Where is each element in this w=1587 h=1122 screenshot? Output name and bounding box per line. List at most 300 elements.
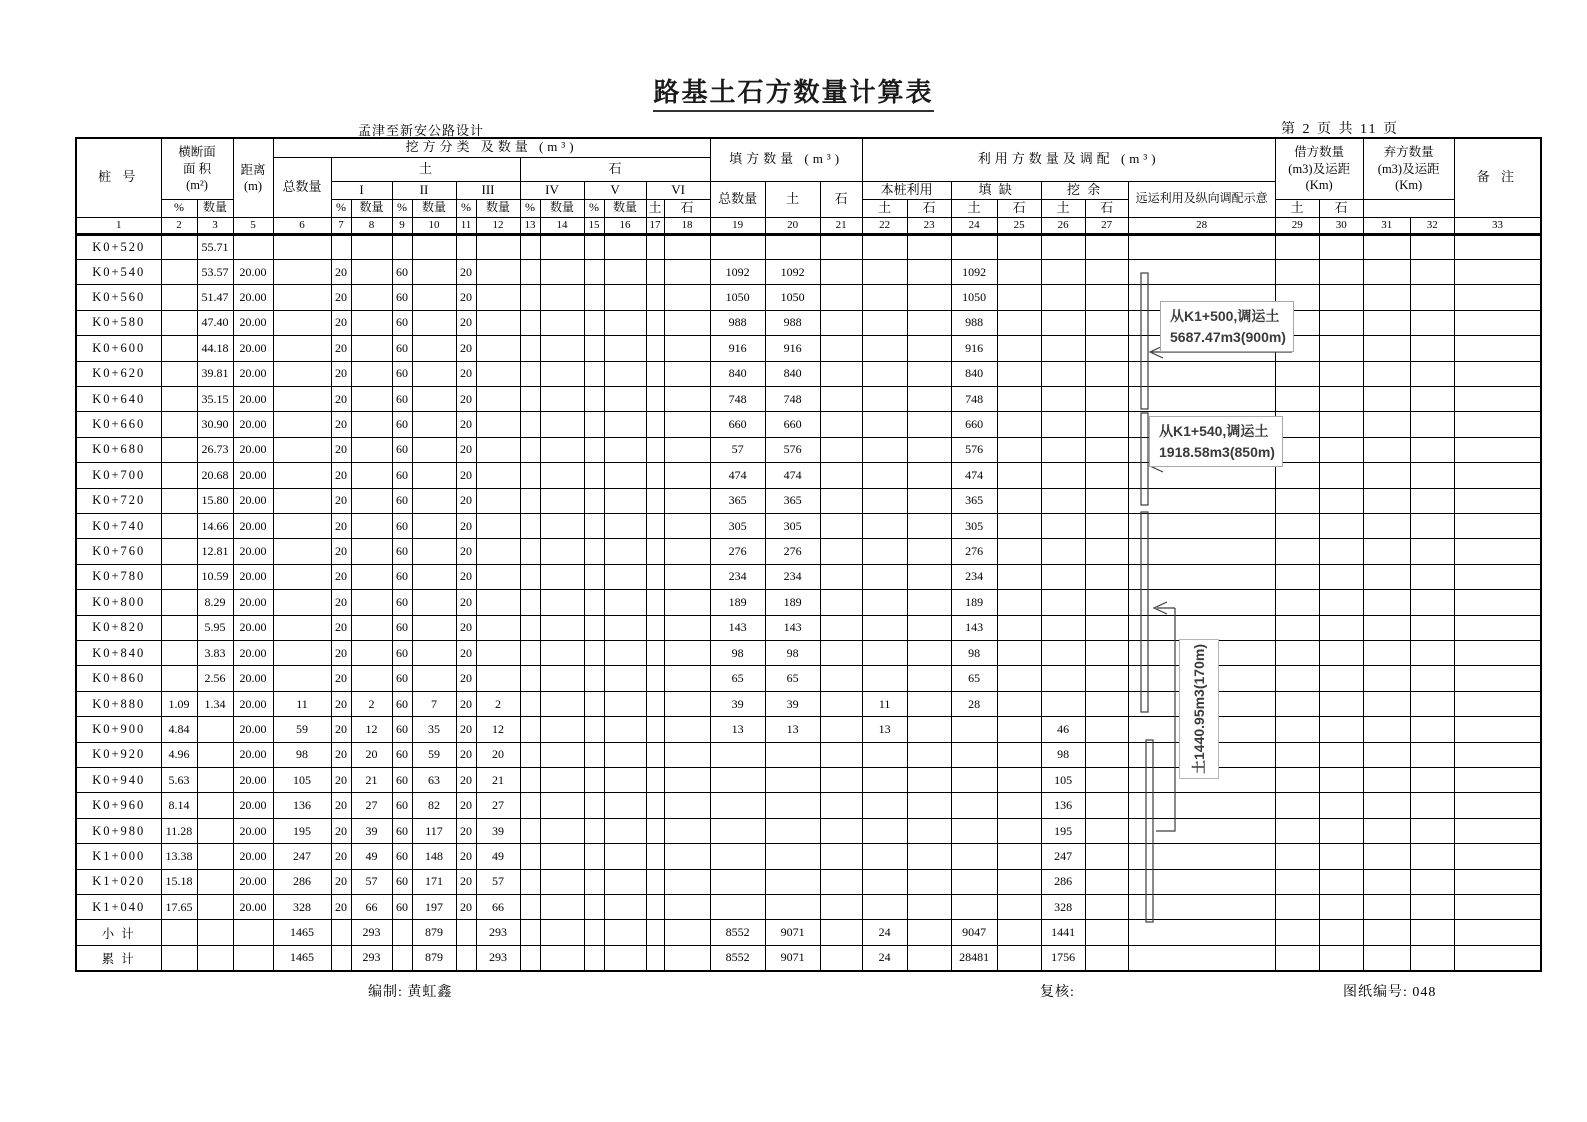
cell-surplus-rock — [1085, 818, 1128, 843]
cell-qty-2: 879 — [412, 920, 456, 945]
haul-note-1: 从K1+500,调运土 5687.47m3(900m) — [1160, 301, 1294, 352]
cell-qty-3: 57 — [476, 869, 520, 894]
cell-fill-soil: 748 — [765, 386, 820, 411]
cell-pct-5 — [584, 437, 604, 462]
cell-pct-3: 20 — [456, 386, 476, 411]
cell-fill-rock — [820, 920, 862, 945]
table-row — [76, 666, 1541, 691]
cell-lack-soil — [951, 234, 997, 259]
cell-qty-2 — [412, 666, 456, 691]
cell-waste-soil — [1363, 717, 1410, 742]
cell-station: K0+960 — [76, 793, 161, 818]
cell-fill-area: 47.40 — [197, 310, 233, 335]
cell-pct-4 — [520, 818, 540, 843]
cell-cut-total — [273, 437, 331, 462]
cell-qty-1 — [351, 361, 392, 386]
cell-use-soil — [862, 285, 907, 310]
cell-fill-total: 143 — [710, 615, 765, 640]
cell-fill-total: 748 — [710, 386, 765, 411]
cell-qty-1 — [351, 412, 392, 437]
cell-pct-2: 60 — [392, 768, 412, 793]
column-number: 3 — [197, 217, 233, 234]
cell-haul — [1128, 386, 1275, 411]
cell-lack-rock — [997, 717, 1041, 742]
cell-pct-5 — [584, 691, 604, 716]
table-row — [76, 386, 1541, 411]
cell-pct-6 — [646, 793, 664, 818]
cell-cut-total — [273, 615, 331, 640]
cell-waste-soil — [1363, 945, 1410, 971]
cell-surplus-rock — [1085, 513, 1128, 538]
cell-qty-1 — [351, 666, 392, 691]
cell-borrow-rock — [1319, 590, 1363, 615]
cell-use-rock — [907, 920, 951, 945]
header-rock-group: 石 — [520, 157, 710, 181]
header-pct: % — [161, 199, 197, 217]
cell-qty-5 — [604, 869, 646, 894]
cell-pct-3: 20 — [456, 463, 476, 488]
cell-fill-rock — [820, 641, 862, 666]
cell-qty-4 — [540, 641, 584, 666]
table-row — [76, 691, 1541, 716]
cell-pct-5 — [584, 463, 604, 488]
cell-remark — [1454, 336, 1541, 361]
table-row — [76, 336, 1541, 361]
cell-waste-rock — [1410, 742, 1454, 767]
cell-fill-total — [710, 869, 765, 894]
cell-use-soil: 24 — [862, 945, 907, 971]
cell-use-soil — [862, 768, 907, 793]
table-row — [76, 564, 1541, 589]
cell-pct-3: 20 — [456, 361, 476, 386]
cell-fill-total: 916 — [710, 336, 765, 361]
cell-use-rock — [907, 285, 951, 310]
cell-qty-6 — [664, 336, 710, 361]
cell-qty-6 — [664, 386, 710, 411]
cell-borrow-rock — [1319, 793, 1363, 818]
table-row — [76, 234, 1541, 259]
cell-fill-rock — [820, 361, 862, 386]
header-pct: % — [331, 199, 351, 217]
cell-surplus-soil — [1041, 259, 1085, 284]
cell-station: K0+800 — [76, 590, 161, 615]
cell-pct-3: 20 — [456, 539, 476, 564]
cell-lack-rock — [997, 895, 1041, 920]
cell-station: K0+660 — [76, 412, 161, 437]
cell-station: 小 计 — [76, 920, 161, 945]
cell-qty-2 — [412, 437, 456, 462]
cell-qty-4 — [540, 793, 584, 818]
cell-qty-4 — [540, 361, 584, 386]
cell-use-soil — [862, 818, 907, 843]
table-row — [76, 513, 1541, 538]
cell-pct-3: 20 — [456, 691, 476, 716]
cell-surplus-soil — [1041, 564, 1085, 589]
cell-cut-total — [273, 513, 331, 538]
cell-remark — [1454, 920, 1541, 945]
cell-lack-rock — [997, 488, 1041, 513]
cell-qty-1: 293 — [351, 945, 392, 971]
cell-borrow-rock — [1319, 666, 1363, 691]
cell-fill-area — [197, 793, 233, 818]
cell-fill-area: 8.29 — [197, 590, 233, 615]
cell-borrow-soil — [1275, 259, 1319, 284]
cell-remark — [1454, 793, 1541, 818]
cell-waste-rock — [1410, 844, 1454, 869]
cell-fill-rock — [820, 844, 862, 869]
cell-borrow-soil — [1275, 615, 1319, 640]
column-number: 16 — [604, 217, 646, 234]
cell-use-soil — [862, 234, 907, 259]
cell-qty-3: 27 — [476, 793, 520, 818]
cell-fill-rock — [820, 259, 862, 284]
cell-borrow-rock — [1319, 539, 1363, 564]
header-pct: % — [520, 199, 540, 217]
cell-borrow-rock — [1319, 285, 1363, 310]
cell-fill-total — [710, 742, 765, 767]
header-grade-6: VI — [646, 181, 710, 199]
cell-qty-3 — [476, 488, 520, 513]
cell-pct-6 — [646, 590, 664, 615]
cell-qty-6 — [664, 564, 710, 589]
cell-qty-1: 20 — [351, 742, 392, 767]
cell-lack-rock — [997, 259, 1041, 284]
cell-distance: 20.00 — [233, 869, 273, 894]
cell-surplus-soil — [1041, 641, 1085, 666]
cell-pct-5 — [584, 869, 604, 894]
column-number: 22 — [862, 217, 907, 234]
cell-cut-total: 247 — [273, 844, 331, 869]
cell-lack-rock — [997, 234, 1041, 259]
cell-qty-5 — [604, 285, 646, 310]
cell-fill-rock — [820, 793, 862, 818]
cell-pct-5 — [584, 945, 604, 971]
table-row — [76, 641, 1541, 666]
cell-pct-2: 60 — [392, 488, 412, 513]
cell-cut-area: 5.63 — [161, 768, 197, 793]
cell-remark — [1454, 818, 1541, 843]
cell-borrow-rock — [1319, 336, 1363, 361]
cell-borrow-rock — [1319, 259, 1363, 284]
column-number: 15 — [584, 217, 604, 234]
cell-waste-rock — [1410, 641, 1454, 666]
cell-pct-2: 60 — [392, 742, 412, 767]
cell-cut-area — [161, 590, 197, 615]
cell-qty-2 — [412, 285, 456, 310]
cell-station: K0+680 — [76, 437, 161, 462]
cell-remark — [1454, 945, 1541, 971]
cell-pct-1: 20 — [331, 513, 351, 538]
cell-station: K0+620 — [76, 361, 161, 386]
cell-lack-soil: 98 — [951, 641, 997, 666]
cell-cut-area — [161, 488, 197, 513]
cell-pct-4 — [520, 895, 540, 920]
cell-lack-rock — [997, 412, 1041, 437]
table-row — [76, 412, 1541, 437]
cell-use-soil — [862, 259, 907, 284]
cell-fill-total: 840 — [710, 361, 765, 386]
cell-cut-area — [161, 259, 197, 284]
cell-qty-5 — [604, 310, 646, 335]
cell-waste-rock — [1410, 768, 1454, 793]
cell-qty-2: 171 — [412, 869, 456, 894]
cell-borrow-rock — [1319, 717, 1363, 742]
cell-use-soil — [862, 513, 907, 538]
cell-haul — [1128, 793, 1275, 818]
cell-surplus-rock — [1085, 437, 1128, 462]
cell-cut-area — [161, 336, 197, 361]
cell-qty-5 — [604, 259, 646, 284]
cell-cut-total — [273, 361, 331, 386]
cell-pct-6 — [646, 691, 664, 716]
cell-qty-5 — [604, 666, 646, 691]
cell-fill-rock — [820, 818, 862, 843]
cell-surplus-soil — [1041, 310, 1085, 335]
cell-surplus-rock — [1085, 259, 1128, 284]
header-waste-rock: 石 — [1319, 199, 1363, 217]
cell-distance: 20.00 — [233, 285, 273, 310]
cell-fill-area: 20.68 — [197, 463, 233, 488]
cell-surplus-rock — [1085, 361, 1128, 386]
cell-pct-3: 20 — [456, 412, 476, 437]
cell-surplus-soil: 105 — [1041, 768, 1085, 793]
cell-cut-total: 328 — [273, 895, 331, 920]
cell-pct-2: 60 — [392, 386, 412, 411]
cell-pct-6 — [646, 895, 664, 920]
cell-pct-1: 20 — [331, 768, 351, 793]
cell-borrow-rock — [1319, 895, 1363, 920]
cell-use-rock — [907, 869, 951, 894]
header-surplus-soil: 土 — [951, 199, 997, 217]
cell-qty-6 — [664, 615, 710, 640]
cell-borrow-soil — [1275, 818, 1319, 843]
cell-pct-6 — [646, 488, 664, 513]
header-grade-4: IV — [520, 181, 584, 199]
cell-cut-total — [273, 488, 331, 513]
cell-borrow-soil — [1275, 920, 1319, 945]
header-qty: 数量 — [412, 199, 456, 217]
cell-waste-soil — [1363, 513, 1410, 538]
cell-pct-2: 60 — [392, 259, 412, 284]
cell-surplus-soil: 98 — [1041, 742, 1085, 767]
cell-qty-4 — [540, 895, 584, 920]
cell-pct-3: 20 — [456, 615, 476, 640]
cell-pct-4 — [520, 463, 540, 488]
cell-waste-rock — [1410, 412, 1454, 437]
cell-remark — [1454, 844, 1541, 869]
cell-pct-2: 60 — [392, 615, 412, 640]
cell-fill-soil: 988 — [765, 310, 820, 335]
column-number: 6 — [273, 217, 331, 234]
cell-qty-1 — [351, 310, 392, 335]
cell-qty-4 — [540, 818, 584, 843]
cell-use-rock — [907, 539, 951, 564]
cell-lack-rock — [997, 844, 1041, 869]
cell-waste-rock — [1410, 920, 1454, 945]
cell-qty-1 — [351, 513, 392, 538]
cell-pct-3: 20 — [456, 895, 476, 920]
cell-qty-5 — [604, 564, 646, 589]
header-cut-total: 总数量 — [273, 157, 331, 217]
cell-qty-5 — [604, 539, 646, 564]
cell-qty-6 — [664, 361, 710, 386]
cell-surplus-rock — [1085, 945, 1128, 971]
cell-qty-5 — [604, 691, 646, 716]
cell-waste-rock — [1410, 513, 1454, 538]
cell-qty-6 — [664, 513, 710, 538]
cell-qty-2: 59 — [412, 742, 456, 767]
cell-use-rock — [907, 742, 951, 767]
cell-qty-1: 27 — [351, 793, 392, 818]
cell-pct-6 — [646, 310, 664, 335]
cell-cut-total — [273, 666, 331, 691]
column-number: 13 — [520, 217, 540, 234]
cell-use-soil — [862, 590, 907, 615]
cell-waste-rock — [1410, 615, 1454, 640]
cell-remark — [1454, 412, 1541, 437]
cell-fill-soil — [765, 742, 820, 767]
column-number: 29 — [1275, 217, 1319, 234]
cell-pct-1: 20 — [331, 564, 351, 589]
column-number: 30 — [1319, 217, 1363, 234]
cell-surplus-rock — [1085, 488, 1128, 513]
cell-qty-3: 2 — [476, 691, 520, 716]
cell-lack-soil: 1050 — [951, 285, 997, 310]
cell-distance: 20.00 — [233, 895, 273, 920]
table-row — [76, 259, 1541, 284]
cell-pct-1: 20 — [331, 615, 351, 640]
cell-fill-area — [197, 895, 233, 920]
cell-qty-1: 49 — [351, 844, 392, 869]
cell-borrow-rock — [1319, 412, 1363, 437]
cell-pct-3: 20 — [456, 513, 476, 538]
cell-fill-soil: 305 — [765, 513, 820, 538]
cell-pct-5 — [584, 641, 604, 666]
header-waste-soil: 土 — [1275, 199, 1319, 217]
cell-borrow-soil — [1275, 666, 1319, 691]
cell-distance: 20.00 — [233, 463, 273, 488]
cell-remark — [1454, 361, 1541, 386]
cell-qty-3 — [476, 666, 520, 691]
cell-qty-3 — [476, 641, 520, 666]
cell-station: K0+980 — [76, 818, 161, 843]
cell-cut-total — [273, 590, 331, 615]
cell-fill-total — [710, 768, 765, 793]
cell-qty-1: 12 — [351, 717, 392, 742]
column-number: 20 — [765, 217, 820, 234]
cell-fill-area: 30.90 — [197, 412, 233, 437]
cell-lack-rock — [997, 641, 1041, 666]
cell-cut-total: 98 — [273, 742, 331, 767]
cell-qty-6 — [664, 793, 710, 818]
column-number: 28 — [1128, 217, 1275, 234]
cell-lack-rock — [997, 437, 1041, 462]
cell-pct-4 — [520, 437, 540, 462]
cell-station: K1+040 — [76, 895, 161, 920]
cell-pct-4 — [520, 691, 540, 716]
cell-pct-1: 20 — [331, 666, 351, 691]
cell-pct-1 — [331, 945, 351, 971]
cell-qty-5 — [604, 361, 646, 386]
cell-surplus-soil: 328 — [1041, 895, 1085, 920]
cell-qty-5 — [604, 386, 646, 411]
cell-fill-area: 39.81 — [197, 361, 233, 386]
table-row — [76, 895, 1541, 920]
cell-pct-5 — [584, 666, 604, 691]
cell-pct-6 — [646, 818, 664, 843]
cell-qty-5 — [604, 920, 646, 945]
cell-qty-2: 82 — [412, 793, 456, 818]
cell-waste-soil — [1363, 768, 1410, 793]
column-number: 10 — [412, 217, 456, 234]
table-row — [76, 793, 1541, 818]
prepared-by: 编制: 黄虹鑫 — [368, 985, 453, 1000]
cell-pct-2: 60 — [392, 666, 412, 691]
cell-qty-3: 49 — [476, 844, 520, 869]
cell-qty-5 — [604, 336, 646, 361]
header-lack-soil: 土 — [862, 199, 907, 217]
header-fill-soil: 土 — [765, 181, 820, 217]
cell-cut-area — [161, 920, 197, 945]
cell-use-soil: 13 — [862, 717, 907, 742]
cell-borrow-soil — [1275, 869, 1319, 894]
cell-fill-total — [710, 234, 765, 259]
cell-use-rock — [907, 666, 951, 691]
cell-qty-2 — [412, 539, 456, 564]
cell-pct-5 — [584, 818, 604, 843]
cell-lack-soil — [951, 869, 997, 894]
cell-cut-total: 59 — [273, 717, 331, 742]
cell-remark — [1454, 768, 1541, 793]
cell-qty-1 — [351, 285, 392, 310]
cell-pct-6 — [646, 615, 664, 640]
cell-cut-area: 8.14 — [161, 793, 197, 818]
cell-fill-area — [197, 920, 233, 945]
cell-fill-rock — [820, 285, 862, 310]
cell-borrow-soil — [1275, 488, 1319, 513]
cell-pct-3: 20 — [456, 768, 476, 793]
cell-qty-1 — [351, 590, 392, 615]
column-number: 19 — [710, 217, 765, 234]
cell-surplus-rock — [1085, 336, 1128, 361]
cell-fill-area: 15.80 — [197, 488, 233, 513]
cell-pct-2: 60 — [392, 564, 412, 589]
cell-qty-2: 879 — [412, 945, 456, 971]
cell-qty-2: 63 — [412, 768, 456, 793]
header-borrow-soil: 土 — [1041, 199, 1085, 217]
cell-use-soil — [862, 463, 907, 488]
cell-lack-soil — [951, 895, 997, 920]
cell-fill-rock — [820, 590, 862, 615]
cell-pct-4 — [520, 336, 540, 361]
cell-station: K0+560 — [76, 285, 161, 310]
cell-cut-area — [161, 641, 197, 666]
cell-pct-5 — [584, 386, 604, 411]
cell-qty-3 — [476, 412, 520, 437]
cell-qty-4 — [540, 590, 584, 615]
cell-qty-4 — [540, 869, 584, 894]
header-grade-1: I — [331, 181, 392, 199]
header-waste: 弃方数量 (m3)及运距 (Km) — [1363, 138, 1454, 199]
cell-fill-soil: 189 — [765, 590, 820, 615]
cell-use-rock — [907, 564, 951, 589]
cell-distance: 20.00 — [233, 437, 273, 462]
cell-pct-4 — [520, 666, 540, 691]
cell-fill-rock — [820, 691, 862, 716]
cell-use-soil — [862, 437, 907, 462]
cell-qty-1: 66 — [351, 895, 392, 920]
cell-pct-2 — [392, 234, 412, 259]
